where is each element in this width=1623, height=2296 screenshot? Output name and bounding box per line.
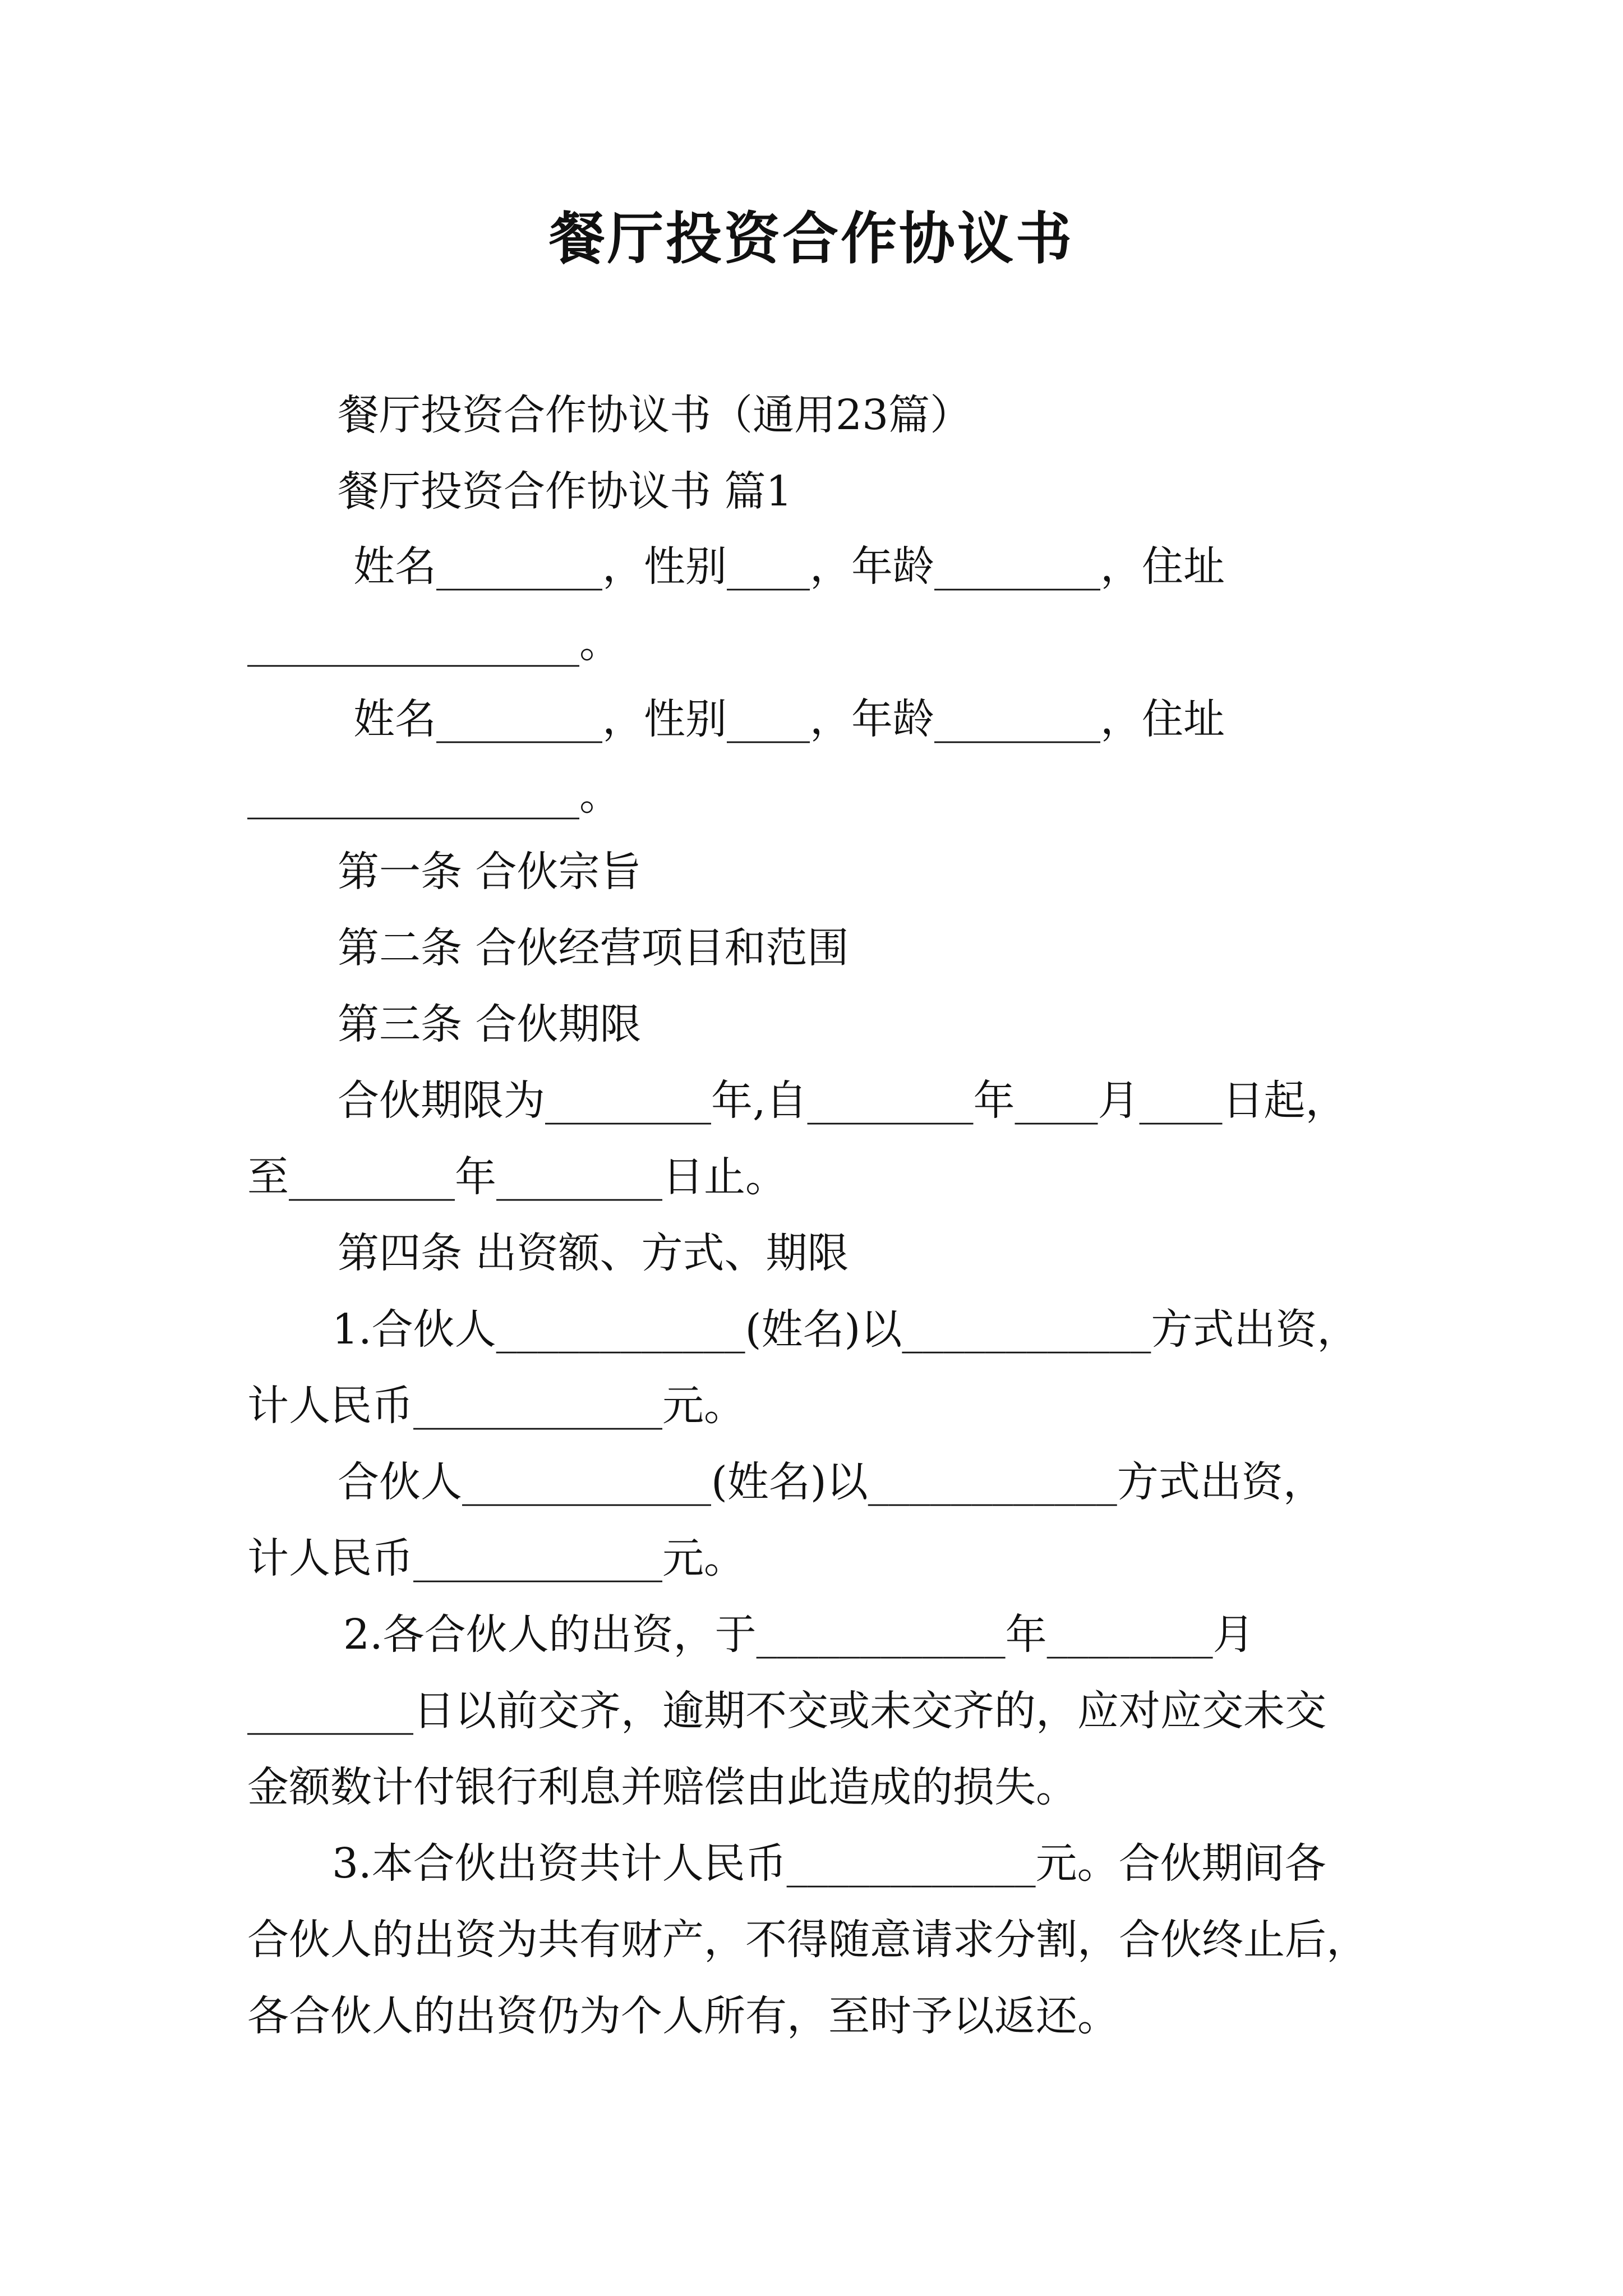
contribution-1-line-1: 1.合伙人____________(姓名)以____________方式出资， xyxy=(332,1305,1359,1354)
clause-3-line-3: 各合伙人的出资仍为个人所有，至时予以返还。 xyxy=(247,1992,1119,2040)
contribution-2-line-1: 合伙人____________(姓名)以____________方式出资， xyxy=(338,1458,1325,1506)
article-2-heading: 第二条 合伙经营项目和范围 xyxy=(338,924,849,972)
term-line-2: 至________年________日止。 xyxy=(247,1153,787,1201)
clause-2-line-1: 2.各合伙人的出资，于____________年________月 xyxy=(343,1611,1255,1659)
article-3-heading: 第三条 合伙期限 xyxy=(338,1000,642,1048)
clause-2-line-2: ________日以前交齐，逾期不交或未交齐的，应对应交未交 xyxy=(247,1687,1326,1735)
party-one-address-line: ________________。 xyxy=(247,619,621,667)
article-4-heading: 第四条 出资额、方式、期限 xyxy=(338,1229,849,1277)
party-two-address-line: ________________。 xyxy=(247,771,621,820)
clause-3-line-1: 3.本合伙出资共计人民币____________元。合伙期间各 xyxy=(332,1839,1326,1888)
party-one-info-line: 姓名________，性别____，年龄________，住址 xyxy=(353,542,1225,591)
clause-2-line-3: 金额数计付银行利息并赔偿由此造成的损失。 xyxy=(247,1763,1077,1811)
document-title: 餐厅投资合作协议书 xyxy=(549,205,1074,272)
article-1-heading: 第一条 合伙宗旨 xyxy=(338,848,642,896)
chapter-heading: 餐厅投资合作协议书 篇1 xyxy=(338,467,792,516)
contribution-2-line-2: 计人民币____________元。 xyxy=(247,1534,745,1582)
document-subtitle: 餐厅投资合作协议书（通用23篇） xyxy=(338,391,972,439)
clause-3-line-2: 合伙人的出资为共有财产，不得随意请求分割，合伙终止后， xyxy=(247,1916,1368,1964)
term-line-1: 合伙期限为________年,自________年____月____日起， xyxy=(338,1076,1347,1125)
contribution-1-line-2: 计人民币____________元。 xyxy=(247,1382,745,1430)
party-two-info-line: 姓名________，性别____，年龄________，住址 xyxy=(353,695,1225,743)
